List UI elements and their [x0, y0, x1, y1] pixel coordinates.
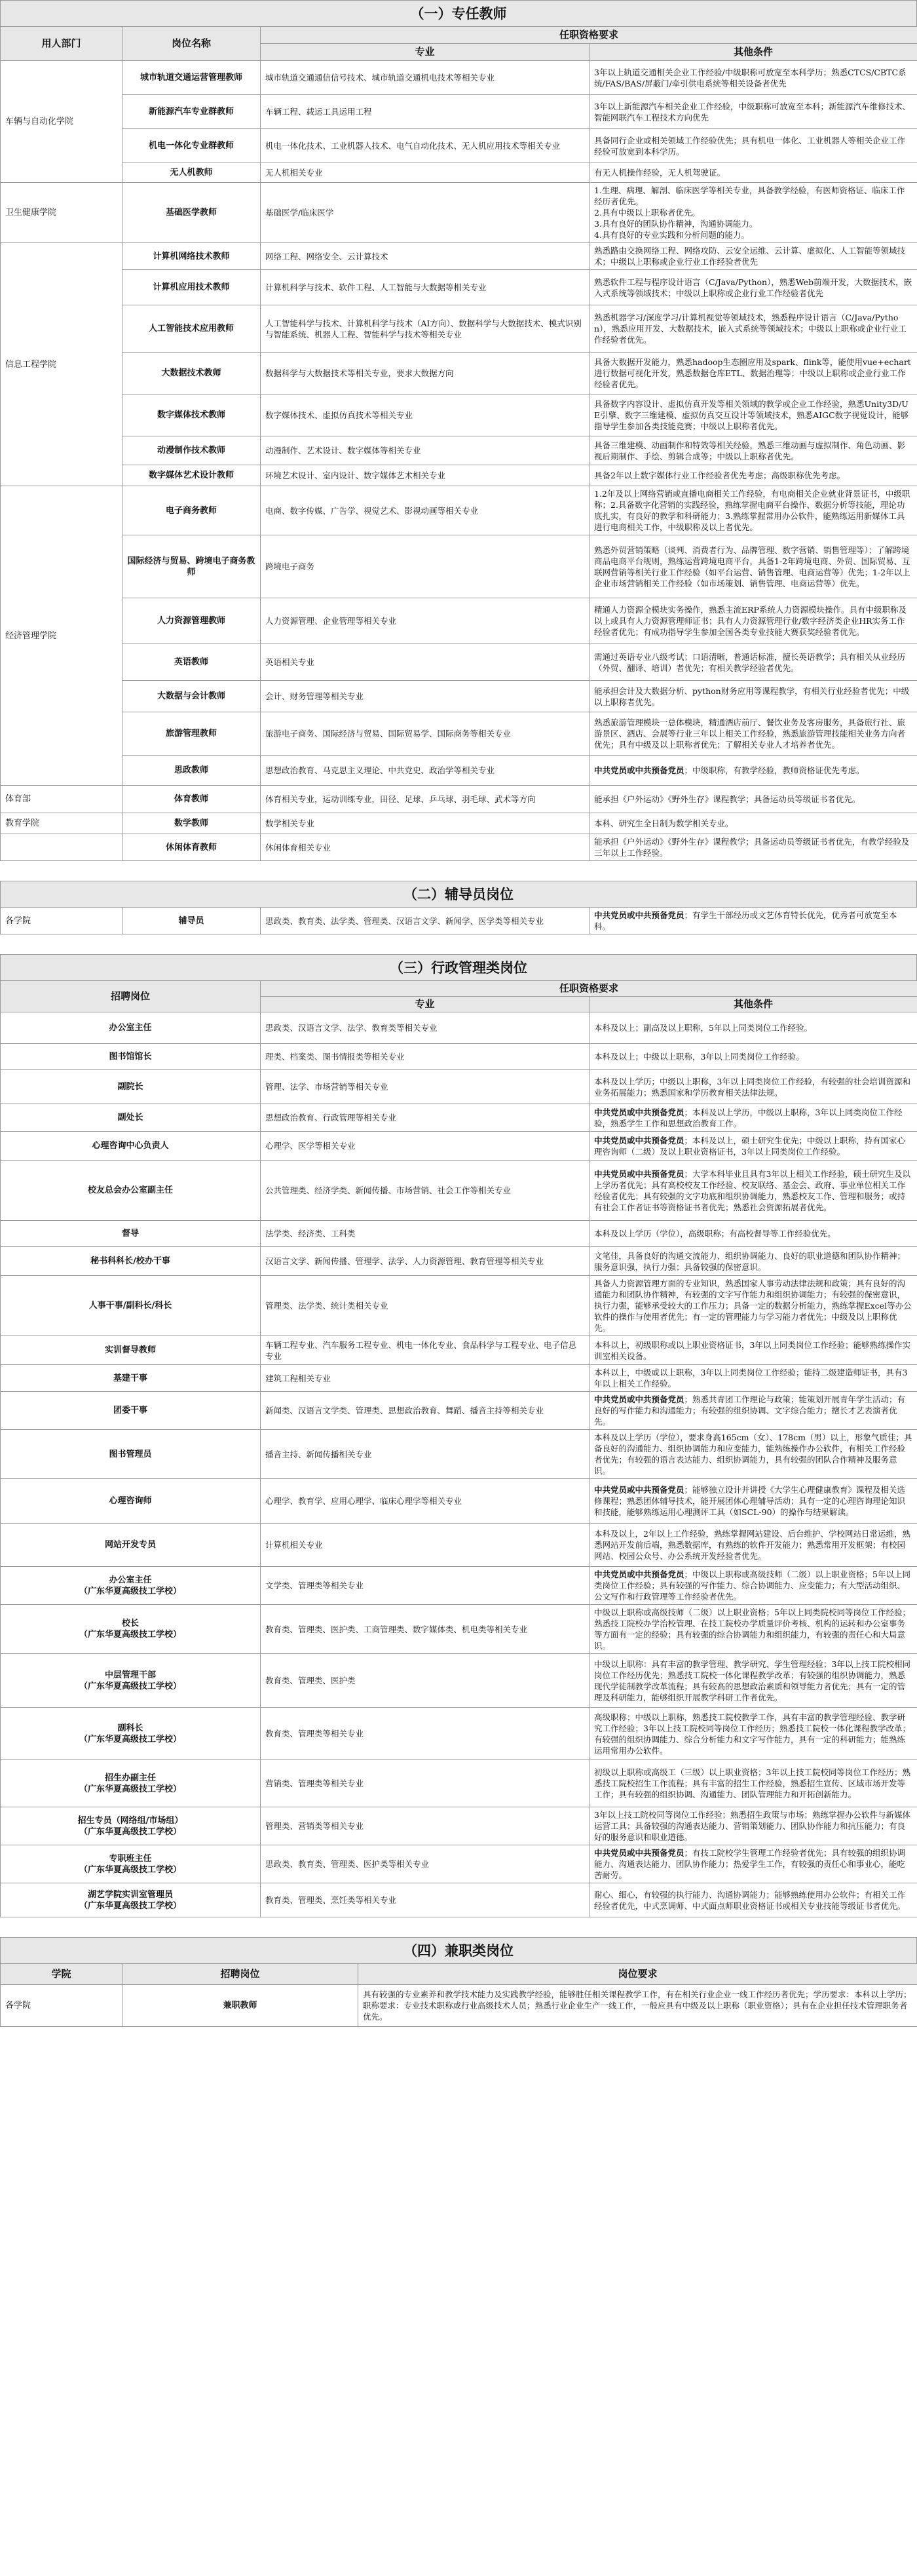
position-cell: 心理咨询师	[1, 1479, 261, 1524]
table-row	[1, 243, 917, 270]
table-row	[1, 1985, 917, 2027]
table-row	[1, 465, 917, 486]
header-dept: 学院	[1, 1964, 122, 1985]
position-cell: 动漫制作技术教师	[122, 436, 261, 465]
position-cell: 招生办副主任 （广东华夏高级技工学校）	[1, 1760, 261, 1807]
table-row	[1, 353, 917, 394]
major-cell: 体育相关专业，运动训练专业，田径、足球、乒乓球、羽毛球、武术等方向	[261, 786, 590, 813]
major-cell: 机电一体化技术、工业机器人技术、电气自动化技术、无人机应用技术等相关专业	[261, 129, 590, 163]
position-cell: 图书管理员	[1, 1430, 261, 1479]
table-row	[1, 598, 917, 644]
requirements-cell: 本科以上，中级或以上职称，3年以上同类岗位工作经验；能持二级建造师证书，具有3年以上相关工作经验。	[590, 1365, 917, 1392]
major-cell: 新闻类、汉语言文学类、管理类、思想政治教育、舞蹈、播音主持等相关专业	[261, 1392, 590, 1430]
header-pos: 岗位名称	[122, 27, 261, 61]
requirements-cell: 具有较强的专业素养和教学技术能力及实践教学经验，能够胜任相关课程教学工作，有在相关行业企业一线工作经历者优先；学历要求：本科以上学历；职称要求：专业技术职称或行业高级技术人员；熟悉行业企业生产一线工作，一般应具有中级及以上职称（职业资格）；具有在企业担任技术管理职务者优先。	[358, 1985, 917, 2027]
dept-cell: 体育部	[1, 786, 122, 813]
major-cell: 教育类、管理类等相关专业	[261, 1708, 590, 1760]
position-cell: 思政教师	[122, 756, 261, 786]
major-cell: 网络工程、网络安全、云计算技术	[261, 243, 590, 270]
parttime-table	[0, 1963, 917, 2027]
requirements-cell: 具备大数据开发能力，熟悉hadoop生态圈应用及spark、flink等，能使用vue+echart进行数据可视化开发，熟悉数据仓库ETL、数据治理等；中级以上职称或企业行业工作经验者优先。	[590, 353, 917, 394]
table-row	[1, 1070, 917, 1104]
major-cell: 理类、档案类、图书情报类等相关专业	[261, 1044, 590, 1070]
major-cell: 电商、数字传媒、广告学、视觉艺术、影视动画等相关专业	[261, 486, 590, 535]
requirements-cell: 3年以上技工院校同等岗位工作经验；熟悉招生政策与市场；熟练掌握办公软件与新媒体运营工具；具备较强的沟通表达能力、营销策划能力、团队协作能力和抗压能力；有良好的服务意识和职业道德。	[590, 1807, 917, 1845]
requirements-cell: 高级职称；中级以上职称，熟悉技工院校教学工作，具有丰富的教学管理经验、教学研究工作经验；3年以上技工院校同等岗位工作经历；熟悉技工院校一体化课程教学改革；有较强的组织协调能力、综合分析能力和文字写作能力，具有一定的科研能力；能熟练运用常用办公软件。	[590, 1708, 917, 1760]
major-cell: 计算机相关专业	[261, 1524, 590, 1567]
header-other: 其他条件	[590, 997, 917, 1012]
major-cell: 计算机科学与技术、软件工程、人工智能与大数据等相关专业	[261, 270, 590, 305]
position-cell: 计算机网络技术教师	[122, 243, 261, 270]
position-cell: 招生专员（网络组/市场组） （广东华夏高级技工学校）	[1, 1807, 261, 1845]
position-cell: 计算机应用技术教师	[122, 270, 261, 305]
requirements-cell: 3年以上轨道交通相关企业工作经验/中级职称可放宽至本科学历；熟悉CTCS/CBTC系统/FAS/BAS/屏蔽门/牵引供电系统等相关设备者优先	[590, 61, 917, 95]
section-title: （四）兼职类岗位	[0, 1937, 917, 1963]
major-cell: 教育类、管理类、烹饪类等相关专业	[261, 1883, 590, 1917]
position-cell: 人力资源管理教师	[122, 598, 261, 644]
position-cell: 电子商务教师	[122, 486, 261, 535]
position-cell: 旅游管理教师	[122, 712, 261, 756]
dept-cell: 各学院	[1, 1985, 122, 2027]
position-cell: 办公室主任 （广东华夏高级技工学校）	[1, 1567, 261, 1605]
dept-cell: 信息工程学院	[1, 243, 122, 486]
table-row	[1, 1760, 917, 1807]
position-cell: 大数据与会计教师	[122, 681, 261, 712]
position-cell: 城市轨道交通运营管理教师	[122, 61, 261, 95]
position-cell: 心理咨询中心负责人	[1, 1132, 261, 1161]
table-row	[1, 1132, 917, 1161]
requirements-cell: 熟悉路由交换网络工程、网络攻防、云安全运维、云计算、虚拟化、人工智能等领域技术；中级以上职称或企业行业工作经验者优先	[590, 243, 917, 270]
requirements-cell: 能承担《户外运动》《野外生存》课程教学；具备运动员等级证书者优先。	[590, 786, 917, 813]
major-cell: 管理类、法学类、统计类相关专业	[261, 1276, 590, 1336]
table-row	[1, 1336, 917, 1365]
requirements-cell: 中级以上职称：具有丰富的教学管理、教学研究、学生管理经验；3年以上技工院校相同岗位工作经历优先；熟悉技工院校一体化课程教学改革；有较强的组织协调能力，熟悉现代学徒制教学改革流程；具有较高的思想政治素质和领导能力者优先；具有一定的管理及科研能力，能够组织开展教学科研工作者优先。	[590, 1654, 917, 1708]
table-row	[1, 1524, 917, 1567]
dept-cell	[1, 834, 122, 861]
table-row	[1, 1807, 917, 1845]
table-row	[1, 756, 917, 786]
table-row	[1, 712, 917, 756]
position-cell: 专职班主任 （广东华夏高级技工学校）	[1, 1845, 261, 1883]
major-cell: 管理、法学、市场营销等相关专业	[261, 1070, 590, 1104]
requirements-cell: 本科及以上学历（学位），高级职称；有高校督导等工作经验优先。	[590, 1221, 917, 1247]
major-cell: 数学相关专业	[261, 813, 590, 834]
position-cell: 休闲体育教师	[122, 834, 261, 861]
table-row	[1, 644, 917, 681]
position-cell: 校友总会办公室副主任	[1, 1161, 261, 1221]
table-row	[1, 908, 917, 934]
header-major: 专业	[261, 44, 590, 61]
header-requirements: 任职资格要求	[261, 981, 917, 997]
requirements-cell: 本科及以上学历（学位），要求身高165cm（女）、178cm（男）以上，形象气质佳；具备良好的沟通能力、组织协调能力和应变能力，能熟练操作办公软件，有相关工作经验者优先；有较强的语言表达能力、组织协调能力，具有较强的团队合作精神及服务意识。	[590, 1430, 917, 1479]
table-row	[1, 1247, 917, 1276]
header-dept: 用人部门	[1, 27, 122, 61]
table-row	[1, 1479, 917, 1524]
requirements-cell: 3年以上新能源汽车相关企业工作经验，中级职称可放宽至本科；新能源汽车维修技术、智能网联汽车工程技术方向优先	[590, 95, 917, 129]
requirements-cell: 需通过英语专业八级考试；口语清晰，普通话标准，擅长英语教学；具有相关从业经历（外贸、翻译、培训）者优先；有相关教学经验者优先。	[590, 644, 917, 681]
requirements-cell: 本科及以上学历；中级以上职称，3年以上同类岗位工作经验，有较强的社会培训资源和业务拓展能力；熟悉国家和学历教育相关法律法规。	[590, 1070, 917, 1104]
major-cell: 教育类、管理类、医护类	[261, 1654, 590, 1708]
requirements-cell: 本科、研究生全日制为数学相关专业。	[590, 813, 917, 834]
requirements-cell: 熟悉机器学习/深度学习/计算机视觉等领域技术，熟悉程序设计语言（C/Java/Python），熟悉应用开发、大数据技术，嵌入式系统等领域技术；中级以上职称或企业行业工作经验者优先。	[590, 305, 917, 353]
major-cell: 英语相关专业	[261, 644, 590, 681]
requirements-cell: 中共党员或中共预备党员；大学本科毕业且具有3年以上相关工作经验，硕士研究生及以上学历者优先；具有高校校友工作经验、校友联络、基金会、政府、事业单位相关工作经验者优先；具有较强的文字功底和组织协调能力，熟悉校友工作、管理和服务；或持有社会工作者证书等资格证书者优先；熟悉社会资源拓展者优先。	[590, 1161, 917, 1221]
major-cell: 车辆工程、载运工具运用工程	[261, 95, 590, 129]
major-cell: 数据科学与大数据技术等相关专业，要求大数据方向	[261, 353, 590, 394]
table-row	[1, 1276, 917, 1336]
requirements-cell: 中共党员或中共预备党员；中级职称，有教学经验，教师资格证优先考虑。	[590, 756, 917, 786]
position-cell: 机电一体化专业群教师	[122, 129, 261, 163]
major-cell: 旅游电子商务、国际经济与贸易、国际贸易学、国际商务等相关专业	[261, 712, 590, 756]
position-cell: 秘书科科长/校办干事	[1, 1247, 261, 1276]
table-row	[1, 1430, 917, 1479]
table-row	[1, 270, 917, 305]
requirements-cell: 具备三维建模、动画制作和特效等相关经验，熟悉三维动画与虚拟制作、角色动画、影视后期制作、手绘、剪辑合成等；中级以上职称者优先。	[590, 436, 917, 465]
position-cell: 英语教师	[122, 644, 261, 681]
position-cell: 团委干事	[1, 1392, 261, 1430]
header-requirements: 任职资格要求	[261, 27, 917, 44]
major-cell: 无人机相关专业	[261, 163, 590, 183]
table-row	[1, 1605, 917, 1654]
table-row	[1, 1104, 917, 1132]
table-row	[1, 436, 917, 465]
section-title: （一）专任教师	[0, 0, 917, 26]
table-row	[1, 1392, 917, 1430]
table-row	[1, 163, 917, 183]
dept-cell: 各学院	[1, 908, 122, 934]
table-row	[1, 1365, 917, 1392]
section-parttime	[0, 1937, 917, 2027]
major-cell: 数字媒体技术、虚拟仿真技术等相关专业	[261, 394, 590, 436]
section-title: （二）辅导员岗位	[0, 881, 917, 907]
major-cell: 汉语言文学、新闻传播、管理学、法学、人力资源管理、教育管理等相关专业	[261, 1247, 590, 1276]
position-cell: 副科长 （广东华夏高级技工学校）	[1, 1708, 261, 1760]
major-cell: 教育类、管理类、医护类、工商管理类、数字媒体类、机电类等相关专业	[261, 1605, 590, 1654]
section-counselor	[0, 881, 917, 934]
requirements-cell: 具备同行企业或相关领域工作经验优先；具有机电一体化、工业机器人等相关企业工作经验可放宽到本科学历。	[590, 129, 917, 163]
major-cell: 法学类、经济类、工科类	[261, 1221, 590, 1247]
dept-cell: 教育学院	[1, 813, 122, 834]
major-cell: 人力资源管理、企业管理等相关专业	[261, 598, 590, 644]
requirements-cell: 本科及以上，2年以上工作经验，熟练掌握网站建设、后台维护、学校网站日常运维，熟悉网站开发前后端，熟悉数据库，有熟练的软件开发能力；熟悉常用开发框架；有校园网站、校园公众号、办公系统开发经验者优先。	[590, 1524, 917, 1567]
position-cell: 副院长	[1, 1070, 261, 1104]
table-row	[1, 681, 917, 712]
requirements-cell: 具备2年以上数字媒体行业工作经验者优先考虑；高级职称优先考虑。	[590, 465, 917, 486]
requirements-cell: 有无人机操作经验，无人机驾驶证。	[590, 163, 917, 183]
position-cell: 数字媒体技术教师	[122, 394, 261, 436]
major-cell: 思想政治教育、行政管理等相关专业	[261, 1104, 590, 1132]
requirements-cell: 具备人力资源管理方面的专业知识，熟悉国家人事劳动法律法规和政策；具有良好的沟通能力和团队协作精神，有较强的文字写作能力和组织协调能力；有较强的保密意识，执行力强，能够承受较大的工作压力；具备一定的数据分析能力，熟练掌握Excel等办公软件的操作与使用者优先；有一定的管理能力与学习能力者优先；中级及以上职称优先。	[590, 1276, 917, 1336]
position-cell: 副处长	[1, 1104, 261, 1132]
requirements-cell: 中级以上职称或高级技师（二级）以上职业资格；5年以上同类院校同等岗位工作经验；熟悉技工院校办学治校管理、在技工院校办学质量评价考核、机构的运转和办公室事务等方面有一定的经验；具有较强的综合协调能力和组织能力，有较强的责任心和大局意识。	[590, 1605, 917, 1654]
major-cell: 人工智能科学与技术、计算机科学与技术（AI方向）、数据科学与大数据技术、模式识别与智能系统、机器人工程、智能科学与技术等相关专业	[261, 305, 590, 353]
table-row	[1, 1012, 917, 1044]
requirements-cell: 耐心、细心，有较强的执行能力、沟通协调能力；能够熟练使用办公软件；有相关工作经验者优先，中式烹调师、中式面点师职业资格证书或相关专业技能等级证书者优先。	[590, 1883, 917, 1917]
table-row	[1, 305, 917, 353]
table-row	[1, 1044, 917, 1070]
major-cell: 心理学、教育学、应用心理学、临床心理学等相关专业	[261, 1479, 590, 1524]
header-major: 专业	[261, 997, 590, 1012]
requirements-cell: 中共党员或中共预备党员；本科及以上学历，中级以上职称，3年以上同类岗位工作经验，熟悉学生工作和思想政治教育工作。	[590, 1104, 917, 1132]
requirements-cell: 本科以上，初级职称或以上职业资格证书，3年以上同类岗位工作经验；能够熟练操作实训室相关设备。	[590, 1336, 917, 1365]
major-cell: 建筑工程相关专业	[261, 1365, 590, 1392]
major-cell: 动漫制作、艺术设计、数字媒体等相关专业	[261, 436, 590, 465]
position-cell: 新能源汽车专业群教师	[122, 95, 261, 129]
table-row	[1, 1708, 917, 1760]
major-cell: 管理类、营销类等相关专业	[261, 1807, 590, 1845]
position-cell: 实训督导教师	[1, 1336, 261, 1365]
major-cell: 思政类、教育类、管理类、医护类等相关专业	[261, 1845, 590, 1883]
table-row	[1, 1845, 917, 1883]
header-other: 其他条件	[590, 44, 917, 61]
table-row	[1, 129, 917, 163]
requirements-cell: 中共党员或中共预备党员；本科及以上，硕士研究生优先；中级以上职称，持有国家心理咨询师（二级）及以上职业资格证书，3年以上同类岗位工作经验。	[590, 1132, 917, 1161]
position-cell: 基础医学教师	[122, 183, 261, 243]
table-row	[1, 535, 917, 598]
major-cell: 营销类、管理类等相关专业	[261, 1760, 590, 1807]
major-cell: 会计、财务管理等相关专业	[261, 681, 590, 712]
requirements-cell: 中共党员或中共预备党员；熟悉共青团工作理论与政策；能策划开展青年学生活动；有良好的写作能力和沟通能力；有较强的组织协调、文字综合能力；擅长才艺表演者优先。	[590, 1392, 917, 1430]
table-row	[1, 95, 917, 129]
requirements-cell: 中共党员或中共预备党员；有技工院校学生管理工作经验者优先；具有较强的组织协调能力、沟通表达能力、团队协作能力；热爱学生工作，有较强的责任心和事业心，能吃苦耐劳。	[590, 1845, 917, 1883]
requirements-cell: 能承担会计及大数据分析、python财务应用等课程教学，有相关行业经验者优先；中级以上职称者优先。	[590, 681, 917, 712]
table-row	[1, 786, 917, 813]
major-cell: 休闲体育相关专业	[261, 834, 590, 861]
table-row	[1, 183, 917, 243]
section-admin	[0, 954, 917, 1917]
position-cell: 中层管理干部 （广东华夏高级技工学校）	[1, 1654, 261, 1708]
requirements-cell: 具备数字内容设计、虚拟仿真开发等相关领域的教学或企业工作经验，熟悉Unity3D/UE引擎、数字三维建模、虚拟仿真交互设计等领域技术，熟悉AIGC数字视觉设计，能够指导学生参加各类技能竞赛；中级以上职称者优先。	[590, 394, 917, 436]
table-row	[1, 486, 917, 535]
major-cell: 思政类、教育类、法学类、管理类、汉语言文学、新闻学、医学类等相关专业	[261, 908, 590, 934]
requirements-cell: 中共党员或中共预备党员；能够独立设计并讲授《大学生心理健康教育》课程及相关选修课程；熟悉团体辅导技术，能开展团体心理辅导活动；具有一定的心理咨询理论知识和技能，能够熟练运用心理测评工具（如SCL-90）的操作与结果解读。	[590, 1479, 917, 1524]
table-row	[1, 834, 917, 861]
major-cell: 播音主持、新闻传播相关专业	[261, 1430, 590, 1479]
admin-table	[0, 980, 917, 1917]
header-req: 岗位要求	[358, 1964, 917, 1985]
position-cell: 国际经济与贸易、跨境电子商务教师	[122, 535, 261, 598]
requirements-cell: 中共党员或中共预备党员；中级以上职称或高级技师（二级）以上职业资格；5年以上同类岗位工作经验；具有较强的写作能力、综合协调能力、应变能力；有大型活动组织、公文写作和行政管理等工作经验者优先。	[590, 1567, 917, 1605]
requirements-cell: 初级以上职称或高级工（三级）以上职业资格；3年以上技工院校同等岗位工作经历；熟悉技工院校招生工作流程；具有丰富的招生工作经验，熟悉招生宣传、区域市场开发等工作；具有较强的组织协调、沟通能力、团队管理能力和开拓创新能力。	[590, 1760, 917, 1807]
header-pos: 招聘岗位	[1, 981, 261, 1012]
major-cell: 心理学、医学等相关专业	[261, 1132, 590, 1161]
requirements-cell: 熟悉旅游管理模块一总体模块，精通酒店前厅、餐饮业务及客房服务，具备旅行社、旅游景区、酒店、会展等行业三年以上相关工作经验，熟悉旅游管理技能相关业务方向者优先；具有中级及以上职称者优先；了解相关专业人才培养者优先。	[590, 712, 917, 756]
header-pos: 招聘岗位	[122, 1964, 358, 1985]
position-cell: 大数据技术教师	[122, 353, 261, 394]
major-cell: 车辆工程专业、汽车服务工程专业、机电一体化专业、食品科学与工程专业、电子信息专业	[261, 1336, 590, 1365]
position-cell: 人工智能技术应用教师	[122, 305, 261, 353]
section-title: （三）行政管理类岗位	[0, 954, 917, 980]
position-cell: 无人机教师	[122, 163, 261, 183]
requirements-cell: 本科及以上；中级以上职称，3年以上同类岗位工作经验。	[590, 1044, 917, 1070]
major-cell: 文学类、管理类等相关专业	[261, 1567, 590, 1605]
dept-cell: 经济管理学院	[1, 486, 122, 786]
position-cell: 校长 （广东华夏高级技工学校）	[1, 1605, 261, 1654]
requirements-cell: 能承担《户外运动》《野外生存》课程教学；具备运动员等级证书者优先，有教学经验及三年以上工作经验。	[590, 834, 917, 861]
major-cell: 基础医学/临床医学	[261, 183, 590, 243]
table-row	[1, 813, 917, 834]
position-cell: 体育教师	[122, 786, 261, 813]
position-cell: 图书馆馆长	[1, 1044, 261, 1070]
requirements-cell: 文笔佳，具备良好的沟通交流能力、组织协调能力、良好的职业道德和团队协作精神；服务意识强，执行力强；具备较强的保密意识。	[590, 1247, 917, 1276]
major-cell: 思政类、汉语言文学、法学、教育类等相关专业	[261, 1012, 590, 1044]
position-cell: 网站开发专员	[1, 1524, 261, 1567]
major-cell: 公共管理类、经济学类、新闻传播、市场营销、社会工作等相关专业	[261, 1161, 590, 1221]
teachers-table	[0, 26, 917, 861]
requirements-cell: 1.2年及以上网络营销或直播电商相关工作经验，有电商相关企业就业背景证书，中级职称；2.具备数字化营销的实践经验，熟练掌握电商平台操作、数据分析等技能，理论功底扎实，有良好的教学和科研能力；3.熟练掌握常用办公软件，能熟练运用新媒体工具进行电商相关工作，中级职称及以上者优先。	[590, 486, 917, 535]
table-row	[1, 1161, 917, 1221]
position-cell: 办公室主任	[1, 1012, 261, 1044]
table-row	[1, 61, 917, 95]
major-cell: 环境艺术设计、室内设计、数字媒体艺术相关专业	[261, 465, 590, 486]
requirements-cell: 熟悉外贸营销策略（谈判、消费者行为、品牌管理、数字营销、销售管理等）；了解跨境商品电商平台规则，熟练运营跨境电商平台，具备1-2年跨境电商、外贸、国际贸易、互联网营销等相关行业工作经验（如平台运营、销售管理、电商运营等）优先；1-2年以上企业市场营销相关工作经验（如市场策划、销售管理、电商运营等）优先。	[590, 535, 917, 598]
table-row	[1, 394, 917, 436]
requirements-cell: 精通人力资源全模块实务操作，熟悉主流ERP系统人力资源模块操作。具有中级职称及以上或具有人力资源管理师证书；具有人力资源管理行业/数字经济类企业HR实务工作经验者优先；有成功指导学生参加全国各类专业技能大赛获奖经验者优先。	[590, 598, 917, 644]
position-cell: 基建干事	[1, 1365, 261, 1392]
dept-cell: 车辆与自动化学院	[1, 61, 122, 183]
table-row	[1, 1883, 917, 1917]
major-cell: 跨境电子商务	[261, 535, 590, 598]
table-row	[1, 1654, 917, 1708]
position-cell: 督导	[1, 1221, 261, 1247]
table-row	[1, 1221, 917, 1247]
section-teachers	[0, 0, 917, 861]
position-cell: 兼职教师	[122, 1985, 358, 2027]
dept-cell: 卫生健康学院	[1, 183, 122, 243]
requirements-cell: 1.生理、病理、解剖、临床医学等相关专业，具备教学经验，有医师资格证、临床工作经历者优先。 2.具有中级以上职称者优先。 3.具有良好的团队协作精神，沟通协调能力。 4.具有良好的专业实践和分析问题的能力。	[590, 183, 917, 243]
major-cell: 思想政治教育、马克思主义理论、中共党史、政治学等相关专业	[261, 756, 590, 786]
table-row	[1, 1567, 917, 1605]
requirements-cell: 本科及以上；副高及以上职称，5年以上同类岗位工作经验。	[590, 1012, 917, 1044]
requirements-cell: 中共党员或中共预备党员；有学生干部经历或文艺体育特长优先，优秀者可放宽至本科。	[590, 908, 917, 934]
counselor-table	[0, 907, 917, 934]
position-cell: 数字媒体艺术设计教师	[122, 465, 261, 486]
position-cell: 数学教师	[122, 813, 261, 834]
requirements-cell: 熟悉软件工程与程序设计语言（C/Java/Python），熟悉Web前端开发，大数据技术，嵌入式系统等领域技术；中级以上职称或企业行业工作经验者优先	[590, 270, 917, 305]
position-cell: 人事干事/副科长/科长	[1, 1276, 261, 1336]
position-cell: 辅导员	[122, 908, 261, 934]
position-cell: 湖艺学院实训室管理员 （广东华夏高级技工学校）	[1, 1883, 261, 1917]
major-cell: 城市轨道交通通信信号技术、城市轨道交通机电技术等相关专业	[261, 61, 590, 95]
